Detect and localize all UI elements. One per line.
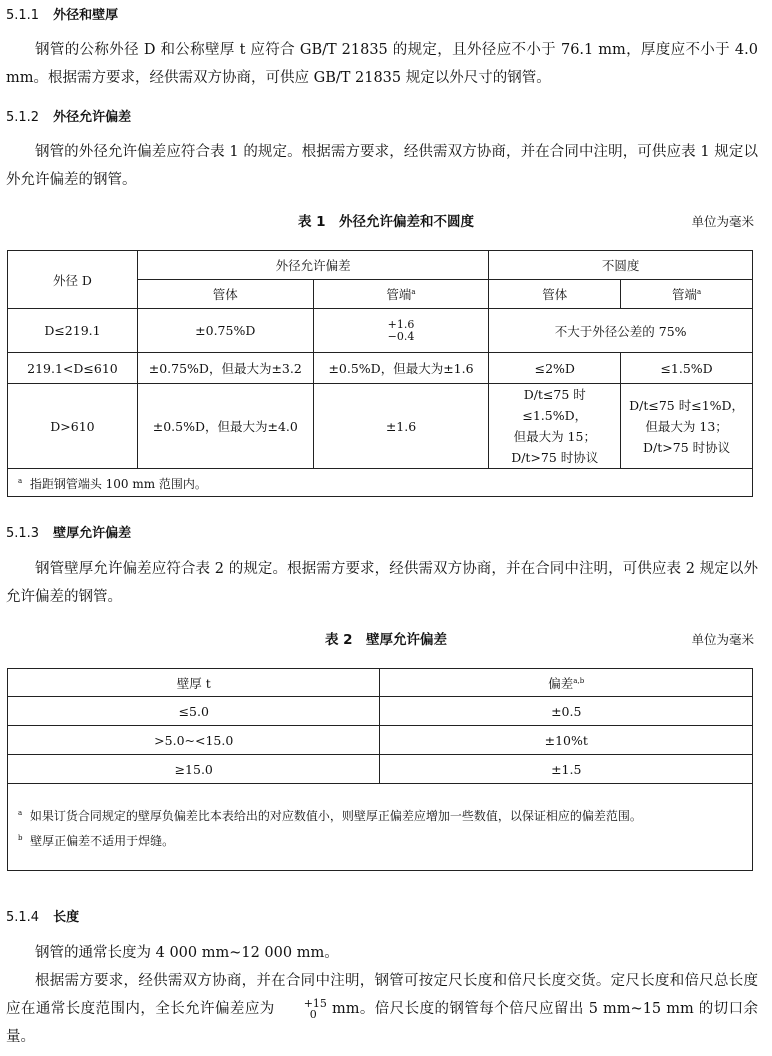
table-2-wall-thickness-tolerance (7, 668, 753, 871)
table2-caption: 表 2 壁厚允许偏差 (324, 632, 448, 648)
th-od-tolerance: 外径允许偏差 (137, 251, 488, 280)
table-row: D>610 ±0.5%D，但最大为±4.0 ±1.6 D/t≤75 时≤1.5%D， 但最大为 15； D/t>75 时协议 D/t≤75 时≤1%D， 但最大为 13； D/t>75 时协议 (8, 384, 753, 469)
section-heading-5-1-4: 5.1.4 长度 (6, 910, 80, 925)
section-heading-5-1-3: 5.1.3 壁厚允许偏差 (6, 526, 132, 541)
th-od: 外径 D (8, 251, 138, 309)
th-deviation: 偏差$^{a,b}$ (380, 669, 753, 697)
paragraph-5-1-1: 钢管的公称外径 D 和公称壁厚 t 应符合 GB/T 21835 的规定，且外径应不小于 76.1 mm，厚度应不小于 4.0 mm。根据需方要求，经供需双方协商，可供应 GB/T 21835 规定以外尺寸的钢管。 (6, 42, 758, 86)
table-row: 219.1<D≤610 ±0.75%D，但最大为±3.2 ±0.5%D，但最大为±1.6 ≤2%D ≤1.5%D (8, 353, 753, 384)
table1-unit: 单位为毫米 (691, 214, 754, 229)
th-end-2: 管端$^a$ (621, 280, 753, 309)
table2-footnotes: $^a$ 如果订货合同规定的壁厚负偏差比本表给出的对应数值小，则壁厚正偏差应增加一些数值，以保证相应的偏差范围。 $^b$ 壁厚正偏差不适用于焊缝。 (8, 784, 753, 871)
table-row: D≤219.1 ±0.75%D +1.6 −0.4 不大于外径公差的 75% (8, 309, 753, 353)
th-wall-thickness: 壁厚 t (8, 669, 380, 697)
table-row: >5.0~<15.0 ±10%t (8, 726, 753, 755)
th-body: 管体 (137, 280, 313, 309)
section-heading-5-1-2: 5.1.2 外径允许偏差 (6, 110, 132, 125)
length-tolerance: +15 0 (303, 997, 327, 1021)
th-end: 管端$^a$ (313, 280, 489, 309)
paragraph-5-1-3: 钢管壁厚允许偏差应符合表 2 的规定。根据需方要求，经供需双方协商，并在合同中注明，可供应表 2 规定以外允许偏差的钢管。 (6, 561, 758, 605)
table2-unit: 单位为毫米 (691, 632, 754, 647)
th-ovality: 不圆度 (489, 251, 753, 280)
table-row: ≥15.0 ±1.5 (8, 755, 753, 784)
section-heading-5-1-1: 5.1.1 外径和壁厚 (6, 8, 119, 23)
table1-caption: 表 1 外径允许偏差和不圆度 (297, 214, 475, 230)
table1-footnote: $^a$ 指距钢管端头 100 mm 范围内。 (8, 469, 753, 497)
table-row: ≤5.0 ±0.5 (8, 697, 753, 726)
paragraph-5-1-4: 钢管的通常长度为 4 000 mm~12 000 mm。 根据需方要求，经供需双方协商，并在合同中注明，钢管可按定尺长度和倍尺长度交货。定尺长度和倍尺总长度应在通常长度范围内，全长允许偏差应为 +15 0 mm。倍尺长度的钢管每个倍尺应留出 5 mm~15 mm 的切口余量。 (6, 945, 759, 1045)
paragraph-5-1-2: 钢管的外径允许偏差应符合表 1 的规定。根据需方要求，经供需双方协商，并在合同中注明，可供应表 1 规定以外允许偏差的钢管。 (6, 144, 758, 188)
th-body-2: 管体 (489, 280, 621, 309)
table-1-od-tolerance (7, 250, 753, 497)
